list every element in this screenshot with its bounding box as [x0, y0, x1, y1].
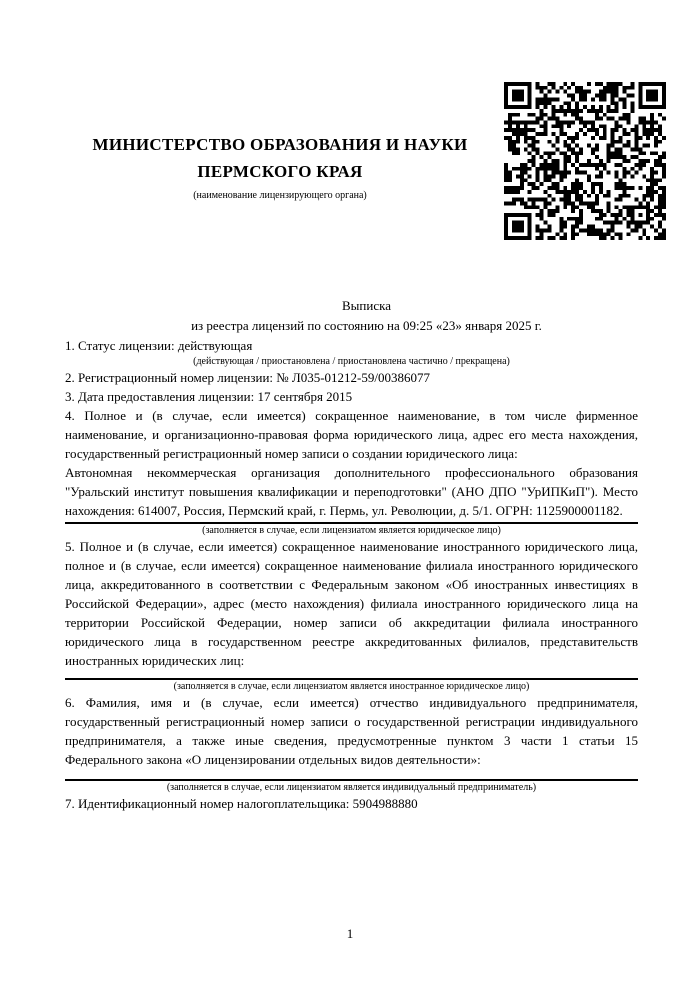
document-header [40, 131, 520, 202]
document-title-line1: Выписка [342, 298, 391, 313]
legal-entity-caption: (заполняется в случае, если лицензиатом является юридическое лицо) [202, 525, 501, 536]
licensing-authority-caption: (наименование лицензирующего органа) [193, 190, 367, 201]
document-title [65, 296, 638, 336]
license-status-line: 1. Статус лицензии: действующая [65, 338, 253, 353]
ministry-name-line2: ПЕРМСКОГО КРАЯ [197, 162, 363, 181]
ministry-name-line1: МИНИСТЕРСТВО ОБРАЗОВАНИЯ И НАУКИ [92, 135, 468, 154]
foreign-entity-question: 5. Полное и (в случае, если имеется) сокращенное наименование иностранного юридического лица, полное и (в случае, если имеется) сокращенное наименование филиала иностранного юридического лица, аккредитованного в соответствии с Федеральным законом «Об иностранных инвестициях в Российской Федерации», адрес (место нахождения) филиала иностранного юридического лица на территории Российской Федерации, номер записи об аккредитации филиала иностранного юридического лица в государственном реестре аккредитованных филиалов, представительств иностранных юридических лиц: [65, 539, 638, 668]
page-number: 1 [346, 926, 354, 941]
license-grant-date-line: 3. Дата предоставления лицензии: 17 сентября 2015 [65, 389, 353, 404]
document-title-line2: из реестра лицензий по состоянию на 09:25 «23» января 2025 г. [191, 318, 542, 333]
document-body [65, 296, 638, 813]
taxpayer-id-line: 7. Идентификационный номер налогоплательщика: 5904988880 [65, 796, 418, 811]
license-registration-number-line: 2. Регистрационный номер лицензии: № Л035-01212-59/00386077 [65, 370, 431, 385]
individual-entrepreneur-question: 6. Фамилия, имя и (в случае, если имеется) отчество индивидуального предпринимателя, государственный регистрационный номер записи о государственной регистрации индивидуального предпринимателя, а также иные сведения, предусмотренные пунктом 3 части 1 статьи 15 Федерального закона «О лицензировании отдельных видов деятельности»: [65, 695, 638, 767]
legal-entity-question: 4. Полное и (в случае, если имеется) сокращенное наименование, в том числе фирменное наименование, и организационно-правовая форма юридического лица, адрес его места нахождения, государственный регистрационный номер записи о создании юридического лица: [65, 408, 638, 461]
legal-entity-answer: Автономная некоммерческая организация дополнительного профессионального образования "Уральский институт повышения квалификации и переподготовки" (АНО ДПО "УрИПКиП"). Место нахождения: 614007, Россия, Пермский край, г. Пермь, ул. Революции, д. 5/1. ОГРН: 1125900001182. [65, 465, 638, 518]
qr-code-icon [504, 82, 666, 240]
status-options-caption: (действующая / приостановлена / приостановлена частично / прекращена) [193, 356, 510, 367]
licensing-authority-name [40, 131, 520, 185]
individual-entrepreneur-caption: (заполняется в случае, если лицензиатом является индивидуальный предприниматель) [166, 782, 537, 793]
foreign-entity-caption: (заполняется в случае, если лицензиатом является иностранное юридическое лицо) [173, 681, 530, 692]
